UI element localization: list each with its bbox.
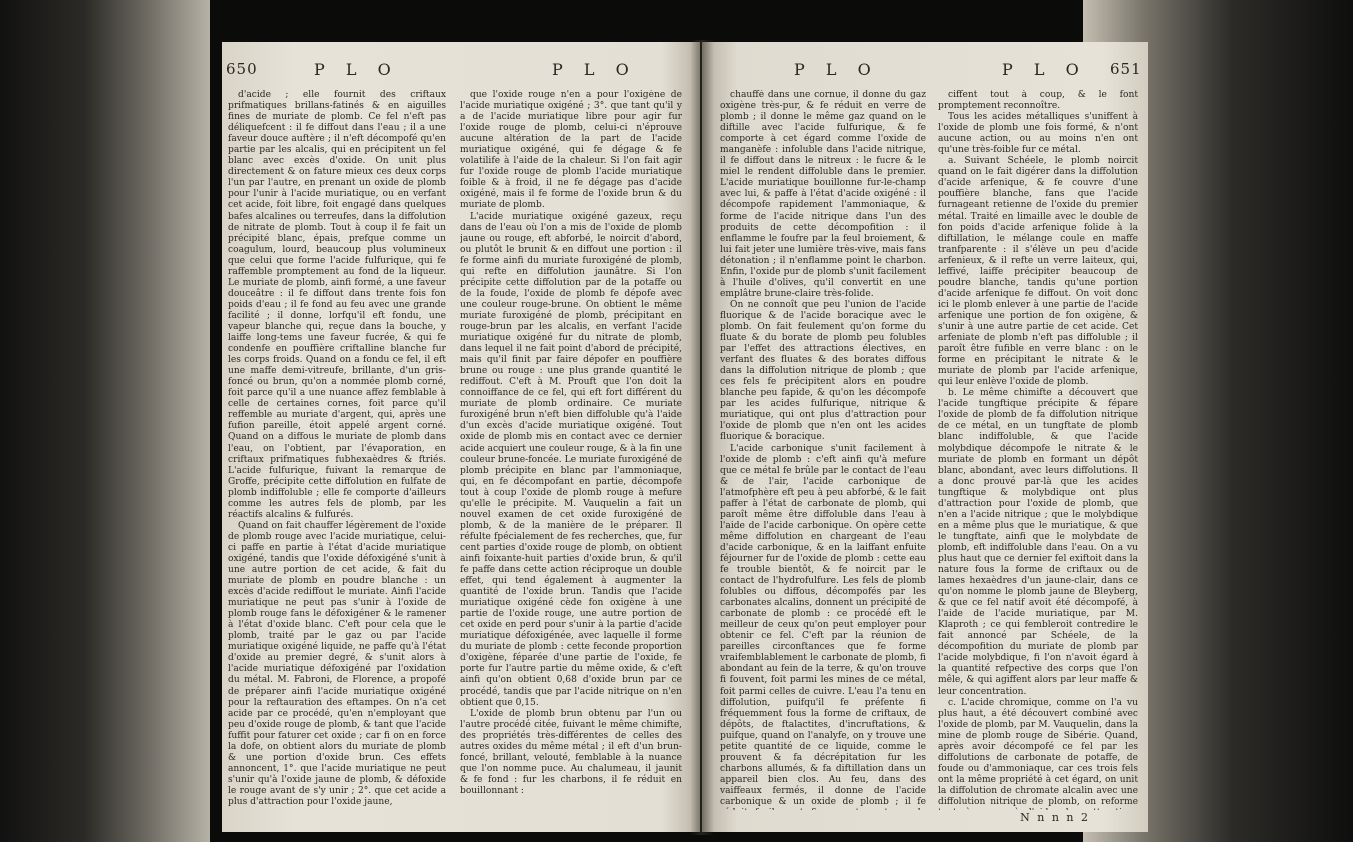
paragraph: Quand on fait chauffer légèrement de l'oxide de plomb rouge avec l'acide muriatique, celui-ci paffe en partie à l'état d'acide muriatique oxigéné, tandis que l'oxide défoxigéné s'unit à une autre portion de cet acide, & fait du muriate de plomb en poudre blanche : un excès d'acide rediffout le muriate. Ainfi l'acide muriatique ne peut pas s'unir à l'oxide de plomb rouge fans le défoxigéner & le ramener à l'état d'oxide blanc. C'eft pour cela que le plomb, traité par le gaz ou par l'acide muriatique oxigéné liquide, ne paffe qu'à l'état d'oxide au premier degré, & s'unit alors à l'acide muriatique défoxigéné par l'oxidation du métal. M. Fabroni, de Florence, a propofé de préparer ainfi l'acide muriatique oxigéné pour la reftauration des eftampes. On n'a cet acide par ce procédé, qu'en n'employant que peu d'oxide rouge de plomb, & tant que l'acide fuffit pour faturer cet oxide ; car fi on en force la dofe, on obtient alors du muriate de plomb & une portion d'oxide brun. Ces effets annoncent, 1°. que l'acide muriatique ne peut s'unir qu'à l'oxide jaune de plomb, & défoxide le rouge avant de s'y unir ; 2°. que cet acide a plus d'attraction pour l'oxide jaune, — [228, 520, 446, 807]
paragraph: On ne connoît que peu l'union de l'acide fluorique & de l'acide boracique avec le plomb. On fait feulement qu'on forme du fluate & du borate de plomb peu folubles par l'effet des attractions électives, en verfant des fluates & des borates diffous dans la diffolution nitrique de plomb ; que ces fels fe précipitent alors en poudre blanche peu fapide, & qu'on les décompofe par les acides fulfurique, nitrique & muriatique, qui ont plus d'attraction pour l'oxide de plomb que n'en ont les acides fluorique & boracique. — [720, 299, 926, 443]
paragraph: Tous les acides métalliques s'uniffent à l'oxide de plomb une fois formé, & n'ont aucune action, ou au moins n'en ont qu'une très-foible fur ce métal. — [938, 112, 1138, 156]
running-title-left: P L O — [794, 60, 879, 79]
paragraph: d'acide ; elle fournit des criftaux prifmatiques brillans-fatinés & en aiguilles fines de muriate de plomb. Ce fel n'eft pas déliquefcent : il fe diffout dans l'eau ; il a une faveur douce auftère ; il n'eft décompofé qu'en partie par les alcalis, qui en précipitent un fel blanc avec excès d'oxide. On unit plus directement & on fature mieux ces deux corps l'un par l'autre, en prenant un oxide de plomb pour l'unir à l'acide muriatique, ou en verfant cet acide, foit libre, foit engagé dans quelques bafes alcalines ou terreufes, dans la diffolution de nitrate de plomb. Tout à coup il fe fait un précipité blanc, épais, prefque comme un coagulum, lourd, beaucoup plus volumineux que celui que forme l'acide fulfurique, qui fe raffemble promptement au fond de la liqueur. Le muriate de plomb, ainfi formé, a une faveur douceâtre : il fe diffout dans trente fois fon poids d'eau ; il fe fond au feu avec une grande facilité ; il donne, lorfqu'il eft fondu, une vapeur blanche qui, reçue dans la bouche, y laiffe long-tems une faveur fucrée, & qui fe condenfe en pouffière criftalline blanche fur les corps froids. Quand on a fondu ce fel, il eft une maffe demi-vitreufe, brillante, d'un gris-foncé ou brun, qu'on a nommée plomb corné, foit parce qu'il a une nuance affez femblable à celle de certaines cornes, foit parce qu'il reffemble au muriate d'argent, qui, après une fufion pareille, étoit appelé argent corné. Quand on a diffous le muriate de plomb dans l'eau, on l'obtient, par l'évaporation, en criftaux prifmatiques fubhexaèdres & ftriés. L'acide fulfurique, fuivant la remarque de Groffe, précipite cette diffolution en fulfate de plomb indiffoluble ; elle fe comporte d'ailleurs comme les autres fels de plomb, par les réactifs alcalins & fulfurés. — [228, 90, 446, 520]
book-edge-left — [0, 0, 210, 842]
text-column-1 — [720, 90, 926, 810]
right-page — [702, 42, 1148, 832]
running-title-right: P L O — [552, 60, 637, 79]
running-title-left: P L O — [314, 60, 399, 79]
paragraph: que l'oxide rouge n'en a pour l'oxigène de l'acide muriatique oxigéné ; 3°. que tant qu'il y a de l'acide muriatique libre pour agir fur l'oxide rouge de plomb, celui-ci n'éprouve aucune altération de la part de l'acide muriatique oxigéné, qui fe dégage & fe volatilife à l'aide de la chaleur. Si l'on fait agir fur l'oxide rouge de plomb l'acide muriatique foible & à froid, il ne fe dégage pas d'acide oxigéné, mais il fe forme de l'oxide brun & du muriate de plomb. — [460, 90, 682, 211]
running-title-right: P L O — [1002, 60, 1087, 79]
paragraph: L'acide muriatique oxigéné gazeux, reçu dans de l'eau où l'on a mis de l'oxide de plomb jaune ou rouge, eft abforbé, le noircit d'abord, ou plutôt le brunit & en diffout une portion : il fe forme ainfi du muriate furoxigéné de plomb, qui refte en diffolution jaunâtre. Si l'on précipite cette diffolution par de la potaffe ou de la foude, l'oxide de plomb fe dépofe avec une couleur rouge-brune. On obtient le même muriate furoxigéné de plomb, précipitant en rouge-brun par les alcalis, en verfant l'acide muriatique oxigéné fur du nitrate de plomb, dans lequel il ne fait point d'abord de précipité, mais qu'il finit par faire dépofer en pouffière brune ou rouge : une plus grande quantité le rediffout. C'eft à M. Prouft que l'on doit la connoiffance de ce fel, qui eft fort différent du muriate de plomb ordinaire. Ce muriate furoxigéné brun n'eft bien diffoluble qu'à l'aide d'un excès d'acide muriatique oxigéné. Tout oxide de plomb mis en contact avec ce dernier acide acquiert une couleur rouge, & à la fin une couleur brune-foncée. Le muriate furoxigéné de plomb précipite en blanc par l'ammoniaque, qui, en fe décompofant en partie, décompofe tout à coup l'oxide de plomb rouge à mefure qu'elle le précipite. M. Vauquelin a fait un nouvel examen de cet oxide furoxigéné de plomb, & de la manière de le préparer. Il réfulte fpécialement de fes recherches, que, fur cent parties d'oxide rouge de plomb, on obtient ainfi foixante-huit parties d'oxide brun, & qu'il fe paffe dans cette action réciproque un double effet, qui tend également à augmenter la quantité de l'oxide brun. Tandis que l'acide muriatique oxigéné cède fon oxigène à une partie de l'oxide rouge, une autre portion de cet oxide en perd pour s'unir à la partie d'acide muriatique défoxigénée, avec laquelle il forme du muriate de plomb : cette feconde proportion d'oxigène, féparée d'une partie de l'oxide, fe porte fur l'autre partie du même oxide, & c'eft ainfi qu'on obtient 0,68 d'oxide brun par ce procédé, tandis que par l'acide nitrique on n'en obtient que 0,15. — [460, 211, 682, 708]
book-gutter — [690, 40, 714, 835]
left-page — [222, 42, 700, 832]
paragraph: b. Le même chimifte a découvert que l'acide tungftique précipite & fépare l'oxide de plomb de fa diffolution nitrique de ce métal, en un tungftate de plomb blanc indiffoluble, & que l'acide molybdique décompofe le nitrate & le muriate de plomb en formant un dépôt blanc, abondant, avec leurs diffolutions. Il a donc prouvé par-là que les acides tungftique & molybdique ont plus d'attraction pour l'oxide de plomb, que n'en a l'acide nitrique ; que le molybdique en a même plus que le muriatique, & que le tungftate, ainfi que le molybdate de plomb, eft indiffoluble dans l'eau. On a vu plus haut que ce dernier fel exiftoit dans la nature fous la forme de criftaux ou de lames hexaèdres d'un jaune-clair, dans ce qu'on nomme le plomb jaune de Bleyberg, & que ce fel natif avoit été décompofé, à l'aide de l'acide muriatique, par M. Klaproth ; ce qui fembleroit contredire le fait annoncé par Schéele, de la décompofition du muriate de plomb par l'acide molybdique, fi l'on n'avoit égard à la quantité refpective des corps que l'on mêle, & qui agiffent alors par leur maffe & leur concentration. — [938, 388, 1138, 697]
paragraph: L'acide carbonique s'unit facilement à l'oxide de plomb : c'eft ainfi qu'à mefure que ce métal fe brûle par le contact de l'eau & de l'air, l'acide carbonique de l'atmofphère eft peu à peu abforbé, & le fait paffer à l'état de carbonate de plomb, qui paroît même être diffoluble dans l'eau à l'aide de l'acide carbonique. On opère cette même diffolution en chargeant de l'eau d'acide carbonique, & en la laiffant enfuite féjourner fur de l'oxide de plomb : cette eau fe trouble bientôt, & fe noircit par le contact de l'hydrofulfure. Les fels de plomb folubles ou diffous, décompofés par les carbonates alcalins, donnent un précipité de carbonate de plomb : ce procédé eft le meilleur de ceux qu'on peut employer pour obtenir ce fel. C'eft par la réunion de pareilles circonftances que fe forme vraifemblablement le carbonate de plomb, fi abondant au fein de la terre, & qu'on trouve fi fouvent, foit parmi les mines de ce métal, foit parmi celles de cuivre. L'eau l'a tenu en diffolution, puifqu'il fe préfente fi fréquemment fous la forme de criftaux, de dépôts, de ftalactites, d'incruftations, & puifque, quand on l'analyfe, on y trouve une petite quantité de ce liquide, comme le prouvent & fa décrépitation fur les charbons allumés, & fa diftillation dans un appareil bien clos. Au feu, dans des vaiffeaux fermés, il donne de l'acide carbonique & un oxide de plomb ; il fe — [720, 443, 926, 807]
text-column-2 — [460, 90, 682, 810]
signature-mark: N n n n 2 — [1020, 811, 1090, 824]
running-head-right-page — [702, 60, 1148, 84]
paragraph: c. L'acide chromique, comme on l'a vu plus haut, a été découvert combiné avec l'oxide de plomb, par M. Vauquelin, dans la mine de plomb rouge de Sibérie. Quand, après avoir décompofé ce fel par les diffolutions de carbonate de potaffe, de foude ou d'ammoniaque, car ces trois fels ont la même propriété à cet égard, on unit la diffolution de chromate alcalin avec une diffolution nitrique de plomb, on reforme — [938, 697, 1138, 807]
running-head-left-page — [222, 60, 700, 84]
text-column-1 — [228, 90, 446, 810]
paragraph: a. Suivant Schéele, le plomb noircit quand on le fait digérer dans la diffolution d'acide arfenique, & fe couvre d'une pouffière blanche, fans que l'acide furnageant retienne de l'oxide du premier métal. Traité en limaille avec le double de fon poids d'acide arfenique folide à la diftillation, le mélange coule en maffe tranfparente : il s'élève un peu d'acide arfenieux, & il refte un verre laiteux, qui, leffivé, laiffe précipiter beaucoup de poudre blanche, tandis qu'une portion d'acide arfenique fe diffout. On voit donc ici le plomb enlever à une partie de l'acide arfenique une portion de fon oxigène, & s'unir à une autre partie de cet acide. Cet arfeniate de plomb n'eft pas diffoluble ; il paroît être fufible en verre blanc : on le forme en précipitant le nitrate & le muriate de plomb par l'acide arfenique, qui leur enlève l'oxide de plomb. — [938, 156, 1138, 388]
paragraph: chauffé dans une cornue, il donne du gaz oxigène très-pur, & fe réduit en verre de plomb ; il donne le même gaz quand on le diftille avec l'acide fulfurique, & fe comporte à cet égard comme l'oxide de manganèfe : infoluble dans l'acide nitrique, il fe diffout dans le nitreux : le fucre & le miel le rendent diffoluble dans le premier. L'acide muriatique bouillonne fur-le-champ avec lui, & paffe à l'état d'acide oxigéné : il décompofe rapidement l'ammoniaque, & forme de l'acide nitrique dans l'un des produits de cette décompofition : il enflamme le foufre par la feul broiement, & lui fait jeter une lumière très-vive, mais fans détonation ; il n'enflamme point le charbon. Enfin, l'oxide pur de plomb s'unit facilement à l'huile d'olives, qu'il convertit en une emplâtre brune-claire très-folide. — [720, 90, 926, 299]
page-number: 650 — [226, 60, 258, 78]
text-column-2 — [938, 90, 1138, 810]
page-number: 651 — [1110, 60, 1142, 78]
paragraph: ciffent tout à coup, & le font promptement reconnoître. — [938, 90, 1138, 112]
paragraph: L'oxide de plomb brun obtenu par l'un ou l'autre procédé citée, fuivant le même chimifte, des propriétés très-différentes de celles des autres oxides du même métal ; il eft d'un brun-foncé, brillant, velouté, femblable à la nuance que l'on nomme puce. Au chalumeau, il jaunit & fe fond : fur les charbons, il fe réduit en bouillonnant : — [460, 708, 682, 796]
